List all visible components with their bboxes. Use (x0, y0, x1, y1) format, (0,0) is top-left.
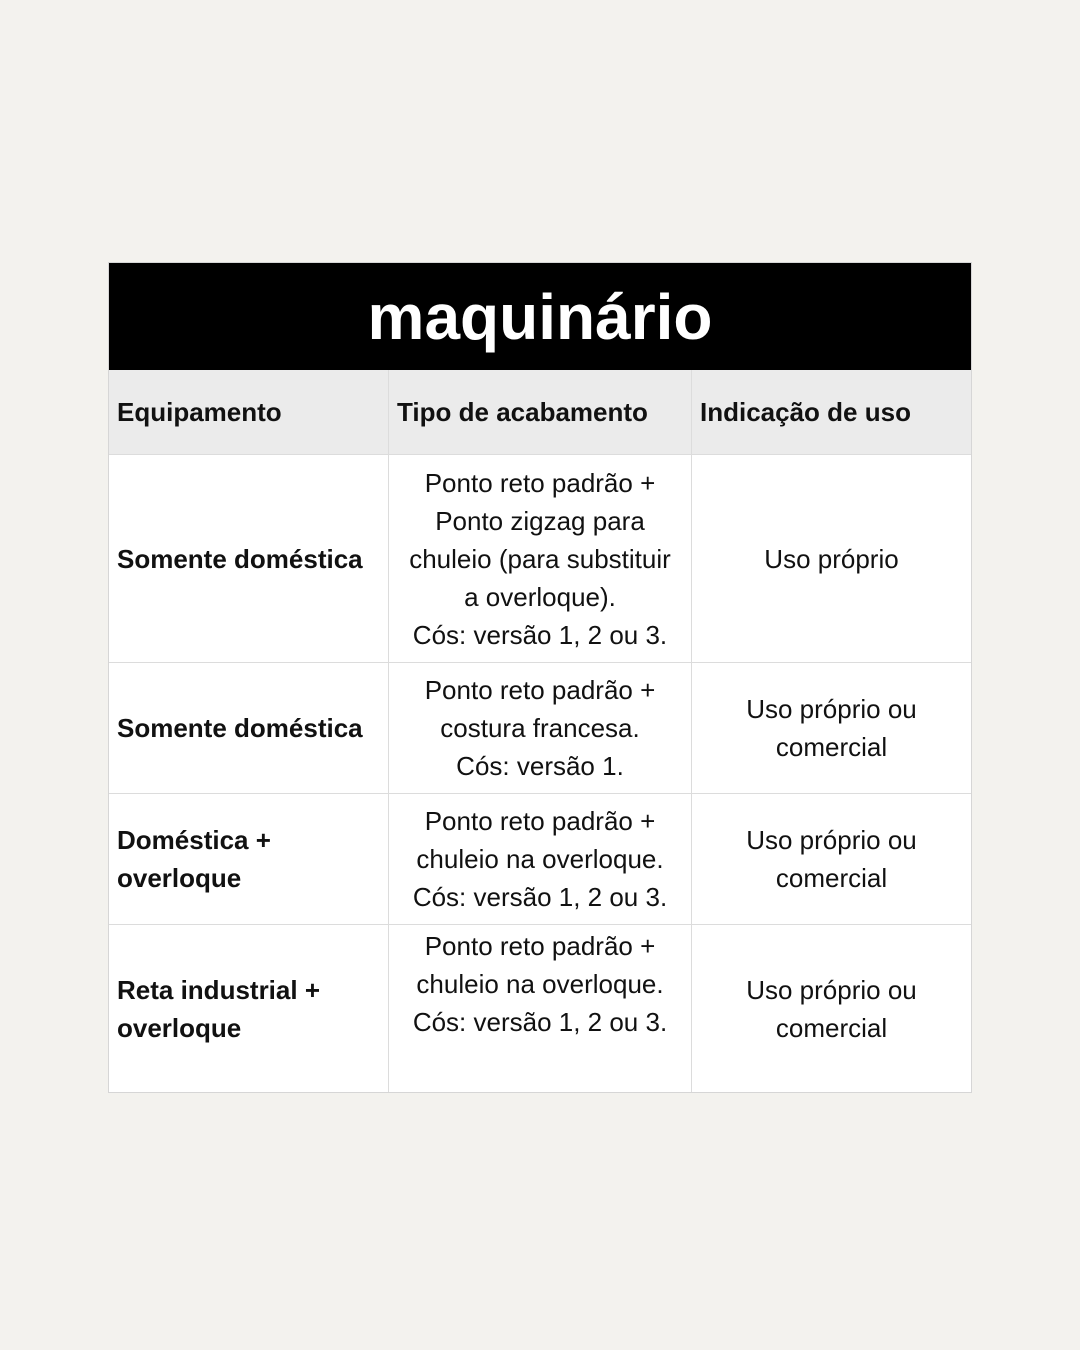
table-row (109, 793, 971, 924)
use-cell: Uso próprio ou comercial (746, 974, 917, 1043)
machinery-table (108, 262, 972, 1093)
header-finish: Tipo de acabamento (389, 370, 692, 454)
table-row (109, 924, 971, 1092)
header-row (109, 370, 971, 454)
use-cell: Uso próprio ou comercial (746, 694, 917, 762)
equipment-cell: Doméstica + overloque (109, 794, 389, 924)
finish-cell: Ponto reto padrão + costura francesa. Cós: versão 1. (389, 663, 692, 793)
equipment-cell: Somente doméstica (109, 455, 389, 662)
equipment-cell: Somente doméstica (109, 663, 389, 793)
use-cell: Uso próprio (764, 543, 899, 574)
table-row (109, 662, 971, 793)
header-use: Indicação de uso (700, 397, 911, 427)
use-cell: Uso próprio ou comercial (746, 825, 917, 893)
table-title: maquinário (109, 263, 971, 370)
finish-cell: Ponto reto padrão + chuleio na overloque. Cós: versão 1, 2 ou 3. (389, 794, 692, 924)
equipment-cell: Reta industrial + overloque (109, 925, 389, 1092)
table-row (109, 454, 971, 662)
finish-cell: Ponto reto padrão + Ponto zigzag para chuleio (para substituir a overloque). Cós: versão 1, 2 ou 3. (389, 455, 692, 662)
header-equipment: Equipamento (109, 370, 389, 454)
finish-cell: Ponto reto padrão + chuleio na overloque. Cós: versão 1, 2 ou 3. (389, 925, 692, 1092)
